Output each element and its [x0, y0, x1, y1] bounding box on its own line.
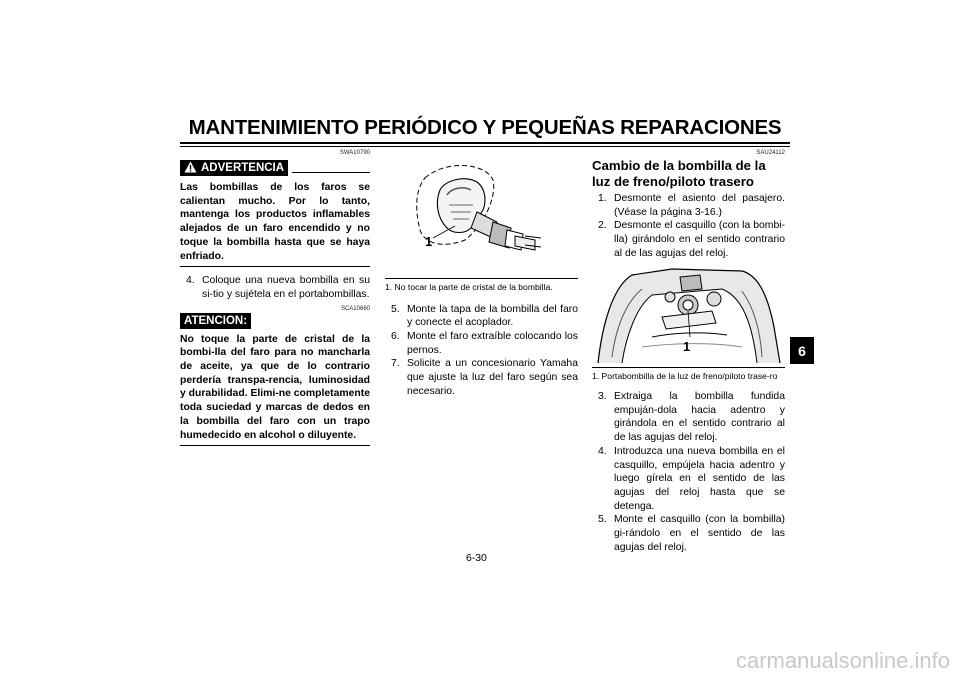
step-number: 7.: [391, 358, 400, 370]
header-rule-thin: [180, 146, 790, 147]
warning-badge: [180, 160, 288, 176]
figure-label: 1: [425, 234, 433, 249]
step-text: Monte la tapa de la bombilla del faro y conecte el acoplador.: [407, 303, 578, 329]
bulb-figure: [385, 150, 578, 276]
section-code: SAU24112: [756, 150, 785, 156]
warning-header: [180, 160, 370, 176]
step-4: [592, 445, 785, 514]
step-7: [385, 357, 578, 398]
figure-rule: [385, 278, 578, 279]
warning-text: Las bombillas de los faros se calientan mucho. Por lo tanto, mantenga los productos inflamables alejados de un faro encendido y no toque la bombilla hasta que se haya enfriado.: [180, 182, 370, 262]
section-heading: Cambio de la bombilla de la luz de freno/piloto trasero: [592, 158, 766, 189]
figure-caption: 1. Portabombilla de la luz de freno/piloto trase-ro: [592, 370, 778, 381]
step-text: Solicite a un concesionario Yamaha que ajuste la luz del faro según sea necesario.: [407, 358, 578, 397]
caution-header: [180, 313, 370, 329]
step-number: 5.: [598, 514, 607, 526]
watermark: carmanualsonline.info: [735, 648, 950, 673]
page-title: MANTENIMIENTO PERIÓDICO Y PEQUEÑAS REPARACIONES: [188, 116, 782, 139]
column-3: [592, 150, 785, 554]
warning-end-rule: [180, 266, 370, 267]
headlight-bulb-illustration: [385, 150, 578, 276]
step-number: 5.: [391, 303, 400, 315]
figure-rule: [592, 367, 785, 368]
step-text: Monte el faro extraíble colocando los pernos.: [407, 330, 578, 356]
step-text: Monte el casquillo (con la bombilla) gi-rándolo en el sentido de las agujas del reloj.: [614, 514, 785, 553]
step-number: 1.: [598, 193, 607, 204]
steps-list-b: [592, 390, 785, 554]
caution-badge: ATENCION:: [180, 313, 251, 329]
step-number: 2.: [598, 220, 607, 232]
step-number: 4.: [598, 445, 607, 457]
steps-list-a: [592, 192, 785, 261]
figure-label: 1: [683, 338, 691, 354]
warning-code: SWA10790: [339, 150, 370, 156]
step-5: [592, 513, 785, 554]
step-number: 4.: [186, 275, 195, 287]
step-4: [180, 274, 370, 301]
column-2: [385, 150, 578, 398]
tail-light-figure: [592, 267, 785, 365]
steps-list: [385, 303, 578, 399]
step-text: Coloque una nueva bombilla en su si-tio y sujétela en el portabombillas.: [202, 275, 370, 300]
step-3: [592, 390, 785, 445]
caution-end-rule: [180, 445, 370, 446]
column-1: [180, 150, 370, 446]
caution-code: SCA10660: [340, 305, 370, 312]
step-5: [385, 303, 578, 330]
step-text: Introduzca una nueva bombilla en el casquillo, empújela hacia adentro y luego gírela en el sentido de las agujas del reloj hasta que se detenga.: [614, 445, 785, 512]
caution-text: No toque la parte de cristal de la bombi-lla del faro para no mancharla de aceite, ya que de lo contrario perdería transpa-rencia, luminosidad y durabilidad. Elimi-ne completamente toda suciedad y marcas de dedos en la bombilla del faro con un trapo humedecido en alcohol o diluyente.: [180, 333, 370, 441]
step-text: Desmonte el casquillo (con la bombi-lla) girándolo en el sentido contrario al de las agujas del reloj.: [614, 220, 785, 259]
warning-rule: [292, 172, 370, 173]
figure-caption: 1. No tocar la parte de cristal de la bombilla.: [385, 282, 553, 292]
step-2: [592, 219, 785, 260]
step-6: [385, 330, 578, 357]
warning-label: ADVERTENCIA: [201, 162, 285, 174]
chapter-tab: 6: [790, 337, 814, 364]
page-number: 6-30: [466, 553, 487, 564]
step-text: Extraiga la bombilla fundida empuján-dola hacia adentro y girándola en el sentido contrario al de las agujas del reloj.: [614, 391, 785, 444]
step-text: Desmonte el asiento del pasajero. (Véase la página 3-16.): [614, 193, 785, 218]
step-number: 6.: [391, 330, 400, 342]
step-number: 3.: [598, 391, 607, 403]
header-rule: [180, 142, 790, 144]
step-1: [592, 192, 785, 219]
warning-triangle-icon: [184, 161, 197, 176]
